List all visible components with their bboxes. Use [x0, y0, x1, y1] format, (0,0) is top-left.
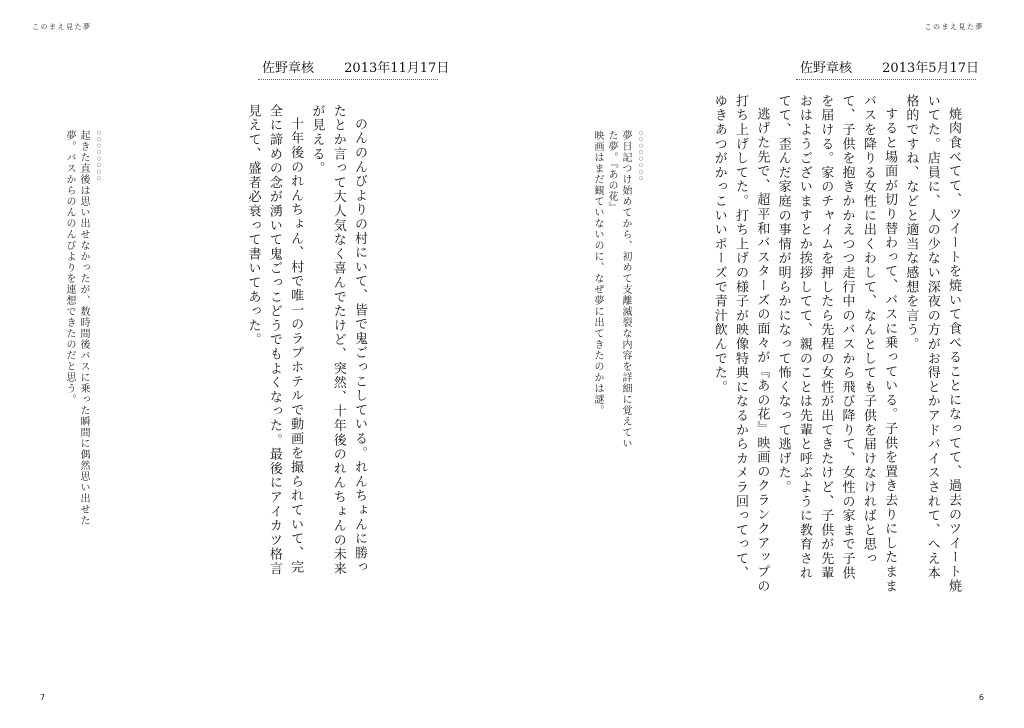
note-marker: ○○○○○○○○	[638, 130, 644, 182]
running-head: このまえ見た夢	[32, 23, 92, 31]
page-number: 7	[40, 693, 46, 702]
note-line: 夢日記つけ始めてから、初めて支離滅裂な内容を詳細に覚えていた夢。『あの花』	[606, 130, 631, 449]
entry-date: 2013年11月17日	[344, 61, 450, 76]
author-name: 佐野章核	[262, 61, 315, 76]
author-name: 佐野章核	[800, 61, 853, 76]
paragraph: すると場面が切り替わって、バスに乗っている。子供を置き去りにしたままバスを降りる女性に出くわして、なんとしても子供を届けなければと思って、子供を抱きかかえつつ走行中のバスから飛び降りて、女性の家まで子供を届ける。家のチャイムを押したら先程の女性が出てきたけど、子供が先輩おはようございますとか挨拶してて、親のことは先輩と呼ぶように教育されてて、歪んだ家庭の事情が明らかになって怖くなって逃げた。	[775, 94, 898, 594]
paragraph: のんのんびよりの村にいて、皆で鬼ごっこしている。れんちょんに勝ったとか言って大人気なく喜んでたけど、突然、十年後のれんちょんの未来が見える。	[309, 104, 367, 576]
body-text	[708, 94, 964, 594]
page-number: 6	[978, 693, 984, 702]
paragraph: 逃げた先で、超平和バスターズの面々が『あの花』映画のクランクアップの打ち上げしてた。打ち上げの様子が映像特典になるからカメラ回ってって、ゆきあつがかっこいいポーズで青汁飲んでた。	[711, 94, 770, 594]
body-text	[242, 104, 370, 588]
byline	[796, 57, 980, 80]
running-head: このまえ見た夢	[924, 23, 984, 31]
note-line: 起きた直後は思い出せなかったが、数時間後バスに乗った瞬間に偶然思い出せた	[78, 130, 89, 526]
right-page	[512, 0, 1024, 728]
note-line: 夢。バスからのんのんびよりを連想できたのだと思う。	[64, 130, 75, 405]
note-line: 映画はまだ観ていないのに、なぜ夢に出てきたのかは謎。	[592, 130, 603, 416]
paragraph: 十年後のれんちょん、村で唯一のラブホテルで動画を撮られていて、完全に諦めの念が湧いて鬼ごっこどうでもよくなった。最後にアイカツ格言見えて、盛者必衰って書いてあった。	[245, 104, 304, 576]
note-marker: ○○○○○○○○	[96, 130, 102, 182]
byline	[258, 57, 450, 80]
footnote	[62, 130, 106, 550]
entry-date: 2013年5月17日	[882, 61, 980, 76]
footnote	[590, 130, 648, 450]
paragraph: 焼肉食べてて、ツイートを焼いて食べることになってて、過去のツイート焼いてた。店員に、人の少ない深夜の方がお得とかアドバイスされて、へえ本格的ですね、などと適当な感想を言う。	[903, 94, 961, 594]
